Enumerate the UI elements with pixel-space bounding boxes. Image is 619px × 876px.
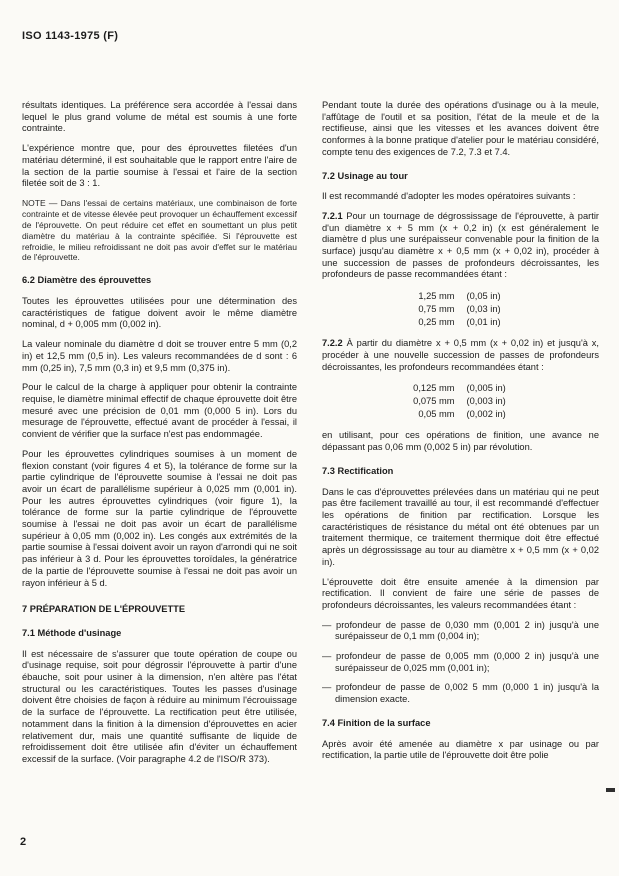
- paragraph: Pour le calcul de la charge à appliquer pour obtenir la contrainte requise, le diamètre minimal effectif de chaque éprouvette doit être mesuré avec une précision de 0,01 mm (0,000 5 in). Lors du mesurage de l'éprouvette, effectué avant de procéder à l'essai, il convient de vérifier que la surface n'est pas endommagée.: [22, 382, 297, 440]
- left-column: [22, 100, 297, 774]
- paragraph: Toutes les éprouvettes utilisées pour une détermination des caractéristiques de fatigue doivent avoir le même diamètre nominal, d + 0,005 mm (0,002 in).: [22, 296, 297, 330]
- major-heading: 7 PRÉPARATION DE L'ÉPROUVETTE: [22, 604, 186, 615]
- value-row: [397, 383, 525, 395]
- value-row: [397, 409, 525, 421]
- section-heading: 6.2 Diamètre des éprouvettes: [22, 275, 152, 286]
- value-row: [397, 317, 525, 329]
- section-heading: 7.2 Usinage au tour: [322, 170, 408, 181]
- value-in: (0,005 in): [466, 383, 506, 394]
- clause-number: 7.2.1: [322, 210, 343, 221]
- paragraph: Après avoir été amenée au diamètre x par usinage ou par rectification, la partie utile de l'éprouvette doit être polie: [322, 738, 599, 761]
- paragraph: Pendant toute la durée des opérations d'usinage ou à la meule, l'affûtage de l'outil et sa position, l'état de la meule et de la rectifieuse, ainsi que les vitesses et les avances doivent être conformes à la bonne pratique d'atelier pour le matériau considéré, compte tenu des exigences de 7.2, 7.3 et 7.4.: [322, 100, 599, 157]
- paragraph: 7.2.1 Pour un tournage de dégrossissage de l'éprouvette, à partir d'un diamètre x + 5 mm (x + 0,2 in) (x est généralement le diamètre d plus une surépaisseur convenable pour la finition de la surface) jusqu'au diamètre x + 0,5 mm (x + 0,02 in), procéder à une succession de passes de profondeurs décroissantes, les profondeurs de passe recommandées étant :: [322, 210, 599, 280]
- value-mm: 0,25 mm: [418, 316, 455, 327]
- section-heading: 7.3 Rectification: [322, 465, 394, 476]
- dash-list-item: — profondeur de passe de 0,030 mm (0,001 2 in) jusqu'à une surépaisseur de 0,1 mm (0,004 in);: [322, 619, 599, 642]
- note-paragraph: NOTE — Dans l'essai de certains matériaux, une combinaison de forte contrainte et de vitesse élevée peut provoquer un échauffement excessif de l'éprouvette. On peut réduire cet effet en soumettant un plus petit diamètre du matériau à la contrainte spécifiée. Si l'éprouvette est refroidie, le milieu refroidissant ne doit pas avoir d'effet sur le matériau de l'éprouvette.: [22, 197, 297, 263]
- value-mm: 0,75 mm: [418, 303, 455, 314]
- value-mm: 1,25 mm: [418, 291, 455, 302]
- recommended-depth-values: [322, 291, 599, 328]
- paragraph: Il est recommandé d'adopter les modes opératoires suivants :: [322, 191, 576, 202]
- document-reference: ISO 1143-1975 (F): [22, 30, 119, 42]
- paragraph: Pour les éprouvettes cylindriques soumises à un moment de flexion constant (voir figures 4 et 5), la tolérance de forme sur la partie cylindrique de l'éprouvette soumise à l'essai ne doit pas avoir un écart de parallélisme supérieur à 0,025 mm (0,001 in). Pour les autres éprouvettes cylindriques (voir figure 1), la tolérance de forme sur la partie cylindrique de l'éprouvette soumise à l'essai ne doit pas avoir un écart de parallélisme supérieur à 0,05 mm (0,002 in). Les congés aux extrémités de la partie soumise à l'essai doivent avoir un rayon d'arrondi qui ne soit pas inférieur à 3 d. Pour les éprouvettes toroïdales, la génératrice de la partie de l'éprouvette soumise à l'essai ne doit pas avoir un rayon inférieur à 5 d.: [22, 448, 297, 588]
- value-in: (0,002 in): [466, 408, 506, 419]
- value-in: (0,003 in): [466, 396, 506, 407]
- clause-number: 7.2.2: [322, 338, 343, 349]
- section-heading: 7.4 Finition de la surface: [322, 717, 431, 728]
- paragraph: L'éprouvette doit être ensuite amenée à la dimension par rectification. Il convient de faire une série de passes de profondeurs décroissantes, les valeurs recommandées étant :: [322, 576, 599, 610]
- dash-list-item: — profondeur de passe de 0,005 mm (0,000 2 in) jusqu'à une surépaisseur de 0,025 mm (0,001 in);: [322, 651, 599, 673]
- paragraph: Il est nécessaire de s'assurer que toute opération de coupe ou d'usinage requise, soit pour dégrossir l'éprouvette à partir d'une ébauche, soit pour usiner à la dimension, n'en altère pas l'état structural ou les caractéristiques. Toutes les passes d'usinage doivent être choisies de façon à réduire au minimum l'écrouissage de la surface de l'éprouvette. La rectification peut être utilisée, notamment dans la finition à la dimension d'éprouvettes en acier relativement dur, mais une quantité suffisante de liquide de refroidissement doit être utilisée afin d'éviter un échauffement excessif de la surface. (Voir paragraphe 4.2 de l'ISO/R 373).: [22, 648, 297, 764]
- scan-edge-mark: [606, 788, 615, 792]
- value-row: [397, 396, 525, 408]
- right-column: [322, 100, 599, 770]
- value-in: (0,01 in): [466, 316, 501, 327]
- paragraph: Dans le cas d'éprouvettes prélevées dans un matériau qui ne peut pas être facilement travaillé au tour, il est recommandé d'effectuer les opérations de finition par rectification. Lorsque les caractéristiques de résistance du métal ont été obtenues par un traitement thermique, ce traitement thermique doit être effectué après un dégrossissage au tour au diamètre x + 0,5 mm (x + 0,02 in).: [322, 486, 599, 567]
- paragraph: L'expérience montre que, pour des éprouvettes filetées d'un matériau déterminé, il est souhaitable que le rapport entre l'aire de la section de la partie soumise à l'essai et l'aire de la section filetée soit de 3 : 1.: [22, 143, 297, 189]
- paragraph: La valeur nominale du diamètre d doit se trouver entre 5 mm (0,2 in) et 12,5 mm (0,5 in). Les valeurs recommandées de d sont : 6 mm (0,25 in), 7,5 mm (0,3 in) et 9,5 mm (0,375 in).: [22, 339, 297, 373]
- value-in: (0,03 in): [466, 303, 501, 314]
- value-row: [397, 291, 525, 303]
- value-mm: 0,05 mm: [418, 408, 455, 419]
- value-mm: 0,075 mm: [413, 396, 455, 407]
- page-number: 2: [20, 836, 27, 848]
- paragraph: en utilisant, pour ces opérations de finition, une avance ne dépassant pas 0,06 mm (0,002 5 in) par révolution.: [322, 430, 599, 453]
- recommended-depth-values: [322, 383, 599, 420]
- value-in: (0,05 in): [466, 291, 501, 302]
- paragraph: résultats identiques. La préférence sera accordée à l'essai dans lequel le plus grand volume de métal est soumis à une forte contrainte.: [22, 100, 297, 134]
- value-row: [397, 304, 525, 316]
- paragraph: 7.2.2 À partir du diamètre x + 0,5 mm (x + 0,02 in) et jusqu'à x, procéder à une nouvelle succession de passes de profondeurs décroissantes, les profondeurs recommandées étant :: [322, 338, 599, 372]
- value-mm: 0,125 mm: [413, 383, 455, 394]
- dash-list-item: — profondeur de passe de 0,002 5 mm (0,000 1 in) jusqu'à la dimension exacte.: [322, 682, 599, 705]
- section-heading: 7.1 Méthode d'usinage: [22, 627, 122, 638]
